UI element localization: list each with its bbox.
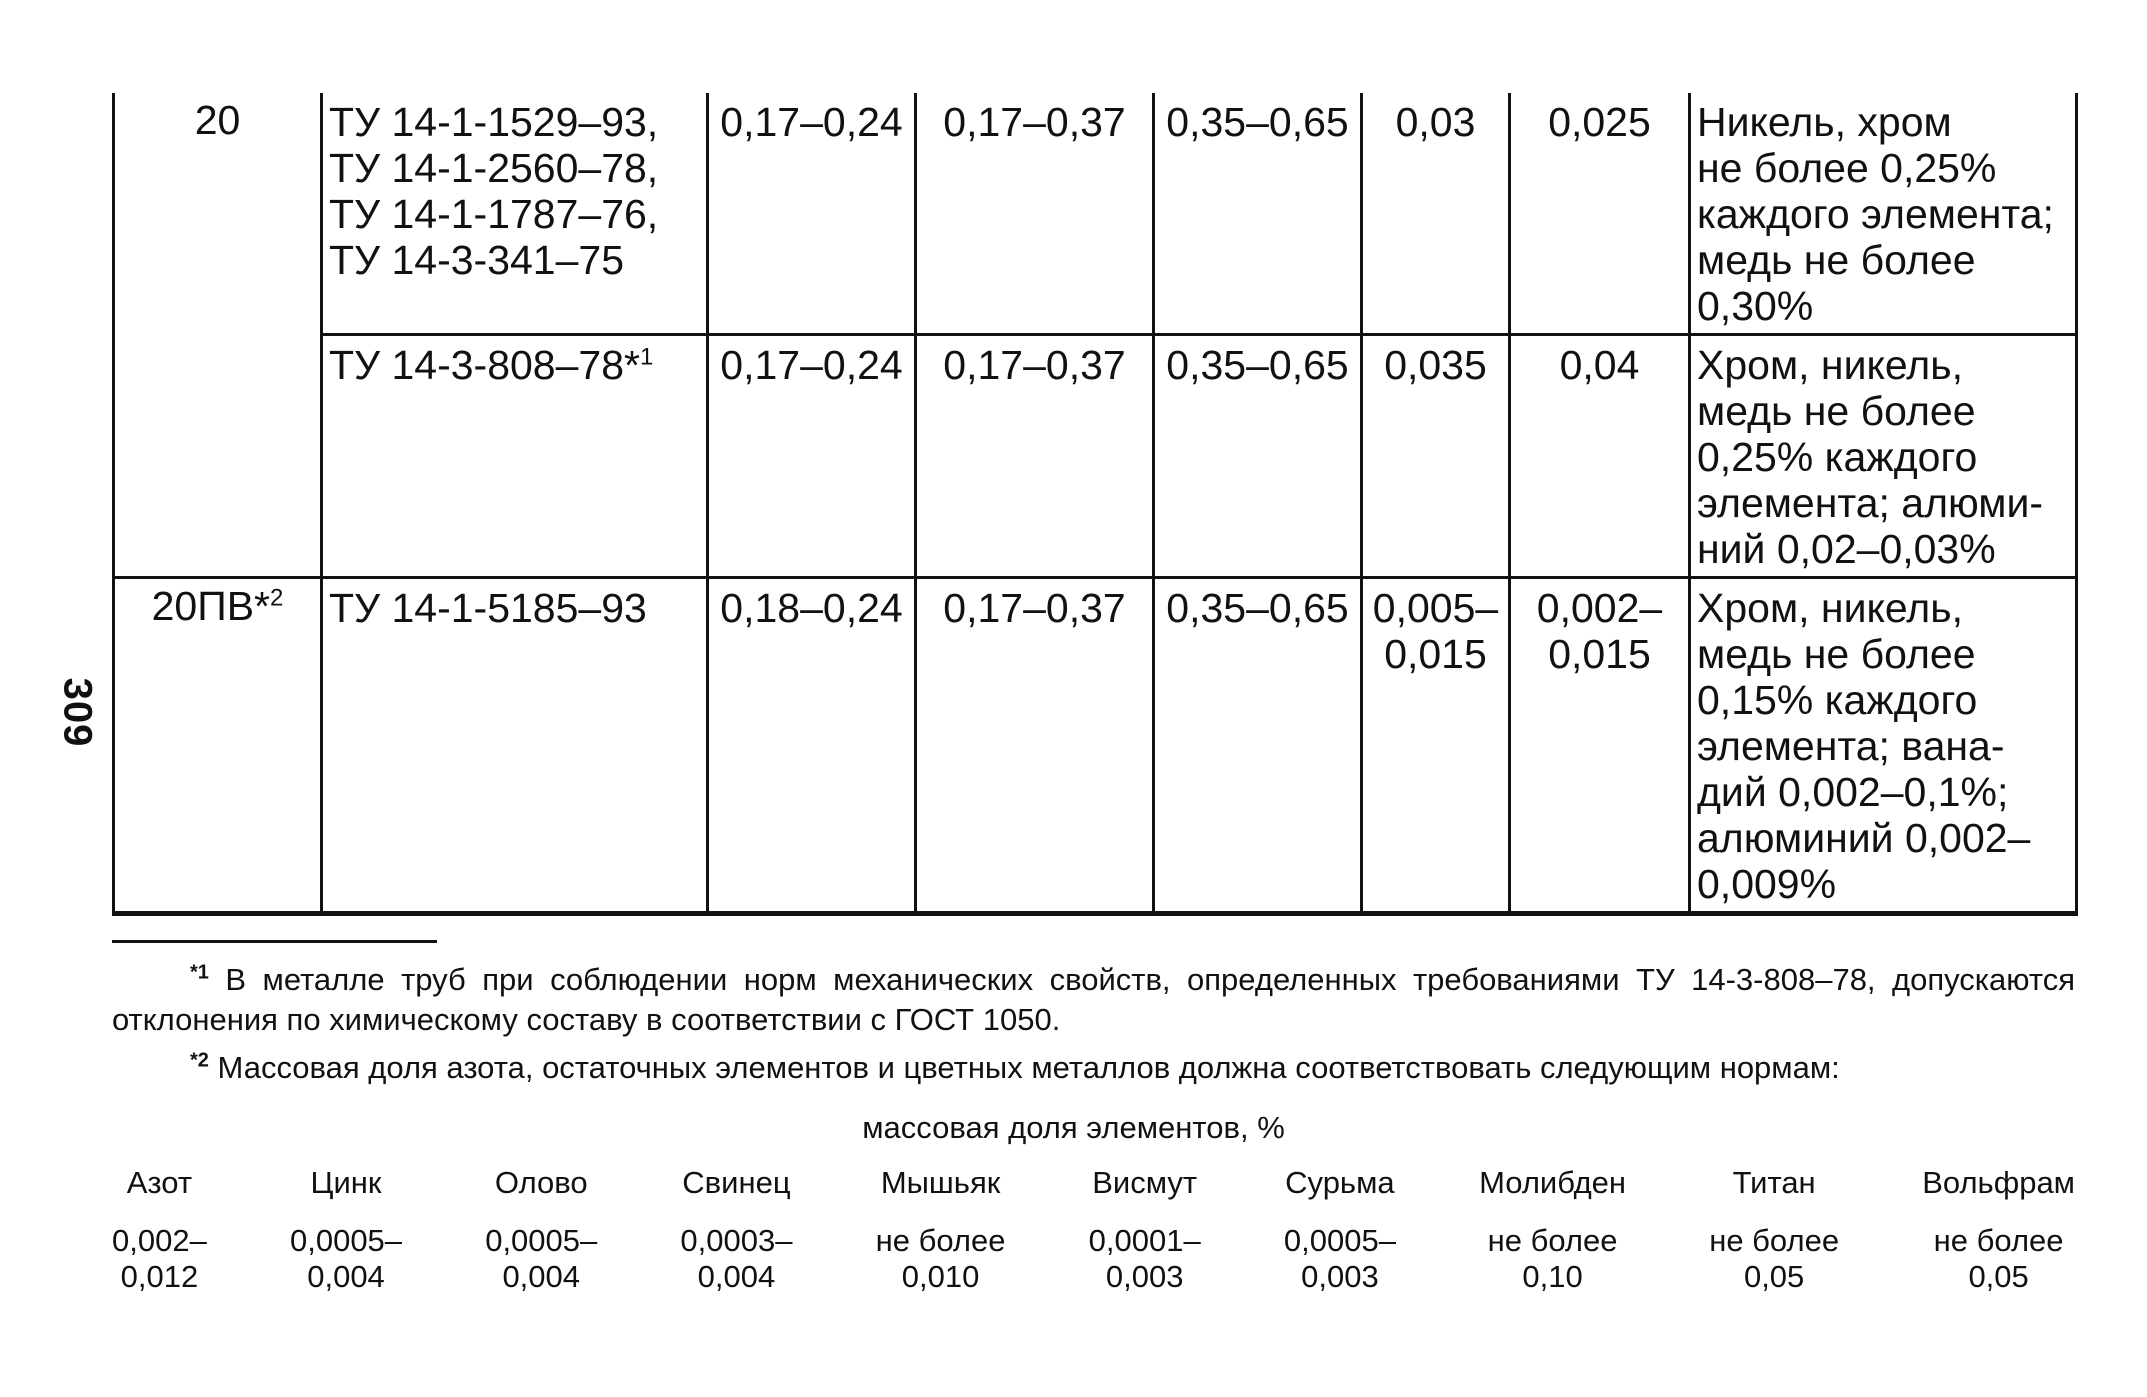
sulfur-value: 0,035 bbox=[1384, 342, 1487, 388]
composition-table bbox=[112, 93, 2078, 916]
sulfur-value: 0,015 bbox=[1384, 631, 1487, 677]
table-row bbox=[114, 93, 2077, 335]
table-row bbox=[114, 578, 2077, 914]
element-name: Титан bbox=[1732, 1165, 1816, 1200]
phosphorus-cell bbox=[1510, 93, 1690, 335]
element-column bbox=[485, 1165, 597, 1295]
element-value: 0,0001– bbox=[1088, 1223, 1201, 1258]
spec-line: ТУ 14-1-5185–93 bbox=[329, 585, 647, 631]
element-value: 0,05 bbox=[1743, 1259, 1805, 1294]
footnote-text: В металле труб при соблюдении норм механических свойств, определенных требованиями ТУ 14-3-808–78, допускаются отклонения по химическому составу в соответствии с ГОСТ 1050. bbox=[112, 962, 2075, 1037]
note-line: элемента; вана- bbox=[1697, 723, 2005, 769]
manganese-cell: 0,35–0,65 bbox=[1154, 335, 1362, 578]
note-line: дий 0,002–0,1%; bbox=[1697, 769, 2009, 815]
silicon-cell: 0,17–0,37 bbox=[916, 335, 1154, 578]
spec-text: ТУ 14-3-808–78* bbox=[329, 342, 640, 388]
phosphorus-value: 0,04 bbox=[1559, 342, 1640, 388]
element-value: 0,05 bbox=[1968, 1259, 2029, 1294]
element-name: Мышьяк bbox=[880, 1165, 1001, 1200]
sulfur-value: 0,005– bbox=[1372, 585, 1499, 631]
note-line: ний 0,02–0,03% bbox=[1697, 526, 1996, 572]
element-column bbox=[290, 1165, 402, 1295]
note-cell bbox=[1690, 335, 2077, 578]
note-line: 0,30% bbox=[1697, 283, 1814, 329]
elements-caption: массовая доля элементов, % bbox=[862, 1110, 1285, 1145]
sulfur-cell bbox=[1362, 578, 1510, 914]
element-name: Молибден bbox=[1479, 1165, 1627, 1200]
note-line: 0,25% каждого bbox=[1697, 434, 1978, 480]
sulfur-cell bbox=[1362, 335, 1510, 578]
table-row bbox=[114, 335, 2077, 578]
footnote-divider bbox=[112, 940, 437, 943]
manganese-cell: 0,35–0,65 bbox=[1154, 578, 1362, 914]
note-line: элемента; алюми- bbox=[1697, 480, 2044, 526]
element-value: 0,012 bbox=[120, 1259, 199, 1294]
element-column bbox=[680, 1165, 792, 1295]
sulfur-value: 0,03 bbox=[1395, 99, 1476, 145]
element-name: Олово bbox=[494, 1165, 588, 1200]
note-cell bbox=[1690, 93, 2077, 335]
note-line: медь не более bbox=[1697, 388, 1976, 434]
silicon-cell: 0,17–0,37 bbox=[916, 93, 1154, 335]
note-line: Хром, никель, bbox=[1697, 342, 1963, 388]
steel-grade: 20 bbox=[194, 97, 241, 143]
steel-grade-cell bbox=[114, 93, 322, 578]
footnote-mark: *1 bbox=[190, 961, 209, 984]
elements-table bbox=[112, 1165, 2075, 1295]
footnote-1 bbox=[112, 960, 2075, 1040]
phosphorus-value: 0,015 bbox=[1548, 631, 1651, 677]
element-name: Сурьма bbox=[1285, 1165, 1395, 1200]
note-line: не более 0,25% bbox=[1697, 145, 1997, 191]
note-line: медь не более bbox=[1697, 631, 1976, 677]
element-column bbox=[876, 1165, 1006, 1295]
element-name: Цинк bbox=[310, 1165, 382, 1200]
element-column bbox=[1089, 1165, 1201, 1295]
element-column bbox=[1922, 1165, 2075, 1295]
element-value: 0,0003– bbox=[680, 1223, 793, 1258]
spec-cell bbox=[322, 93, 708, 335]
element-value: 0,0005– bbox=[289, 1223, 403, 1258]
element-value: 0,003 bbox=[1301, 1259, 1379, 1294]
element-value: 0,004 bbox=[307, 1259, 385, 1294]
spec-line bbox=[329, 342, 700, 388]
note-line: алюминий 0,002– bbox=[1697, 815, 2031, 861]
footnote-text: Массовая доля азота, остаточных элементов и цветных металлов должна соответствовать следующим нормам: bbox=[217, 1050, 1840, 1085]
element-column bbox=[1479, 1165, 1626, 1295]
carbon-cell: 0,17–0,24 bbox=[708, 93, 916, 335]
footnote-ref: 1 bbox=[639, 343, 654, 371]
phosphorus-cell bbox=[1510, 578, 1690, 914]
steel-grade: 20ПВ* bbox=[151, 583, 271, 629]
element-name: Вольфрам bbox=[1922, 1165, 2075, 1200]
silicon-cell: 0,17–0,37 bbox=[916, 578, 1154, 914]
note-line: 0,009% bbox=[1697, 861, 1837, 907]
phosphorus-value: 0,002– bbox=[1536, 585, 1663, 631]
footnotes bbox=[112, 960, 2075, 1096]
carbon-cell: 0,18–0,24 bbox=[708, 578, 916, 914]
element-value: 0,002– bbox=[112, 1223, 207, 1258]
element-value: не более bbox=[1487, 1223, 1618, 1258]
spec-line: ТУ 14-1-2560–78, bbox=[329, 145, 659, 191]
element-value: не более bbox=[1709, 1223, 1840, 1258]
sulfur-cell bbox=[1362, 93, 1510, 335]
element-value: 0,10 bbox=[1522, 1259, 1583, 1294]
spec-cell bbox=[322, 335, 708, 578]
phosphorus-cell bbox=[1510, 335, 1690, 578]
footnote-mark: *2 bbox=[190, 1049, 209, 1072]
footnote-2 bbox=[112, 1048, 2075, 1088]
note-line: медь не более bbox=[1697, 237, 1976, 283]
element-column bbox=[1284, 1165, 1396, 1295]
steel-grade-cell bbox=[114, 578, 322, 914]
element-value: 0,010 bbox=[901, 1259, 980, 1294]
element-value: 0,0005– bbox=[1283, 1223, 1396, 1258]
element-column bbox=[112, 1165, 207, 1295]
element-value: 0,004 bbox=[697, 1259, 776, 1294]
element-column bbox=[1709, 1165, 1839, 1295]
spec-cell bbox=[322, 578, 708, 914]
spec-line: ТУ 14-3-341–75 bbox=[329, 237, 625, 283]
footnote-ref: 2 bbox=[270, 584, 284, 612]
element-value: не более bbox=[875, 1223, 1006, 1258]
element-value: 0,003 bbox=[1105, 1259, 1184, 1294]
spec-line: ТУ 14-1-1787–76, bbox=[329, 191, 659, 237]
spec-line: ТУ 14-1-1529–93, bbox=[329, 99, 659, 145]
element-value: не более bbox=[1933, 1223, 2064, 1258]
element-name: Свинец bbox=[682, 1165, 791, 1200]
carbon-cell: 0,17–0,24 bbox=[708, 335, 916, 578]
element-value: 0,004 bbox=[502, 1259, 581, 1294]
page-number: 309 bbox=[55, 677, 100, 748]
manganese-cell: 0,35–0,65 bbox=[1154, 93, 1362, 335]
element-name: Азот bbox=[126, 1165, 193, 1200]
element-name: Висмут bbox=[1092, 1165, 1198, 1200]
note-line: каждого элемента; bbox=[1697, 191, 2054, 237]
phosphorus-value: 0,025 bbox=[1548, 99, 1651, 145]
note-line: Хром, никель, bbox=[1697, 585, 1963, 631]
note-line: Никель, хром bbox=[1697, 99, 1952, 145]
note-cell bbox=[1690, 578, 2077, 914]
element-value: 0,0005– bbox=[485, 1223, 598, 1258]
note-line: 0,15% каждого bbox=[1697, 677, 1978, 723]
